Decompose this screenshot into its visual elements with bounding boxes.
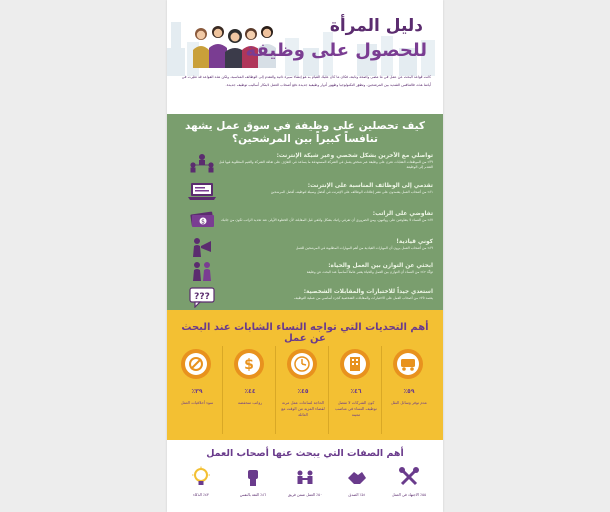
challenge-label: رواتب منخفضة: [237, 400, 263, 405]
tip-text: تؤكّد ٤٢٪ من النساء أن التوازن بين العمل والحياة يعتبر عاملاً أساسياً عند البحث عن وظيفة: [306, 270, 433, 274]
tip-text: ٣٩٪ من الموظفات الشابات عثرن على وظيفة عبر شخص يعمل في الشركة المستهدفة ما يساعد في التعرّف على ثقافة الشركة والقيم المطلوبة فيها قبل التقدم إلى الوظيفة: [218, 160, 433, 169]
tip-item: [215, 262, 433, 275]
challenge-percent: ٥٩٪: [403, 388, 415, 395]
question-bubble-icon: [187, 286, 217, 308]
tip-item: [215, 288, 433, 301]
qualities-title: أهم الصفات التي يبحث عنها أصحاب العمل: [206, 448, 404, 459]
svg-text:$: $: [201, 218, 205, 226]
challenge-item: [277, 344, 329, 436]
challenge-percent: ٣٩٪: [191, 388, 203, 395]
quality-item: [179, 466, 223, 510]
quality-label: ٥١٪ الصدق: [348, 493, 366, 497]
fist-icon: [242, 466, 264, 488]
tip-heading: استعدي جيداً للاختبارات والمقابلات الشخصية:: [303, 289, 433, 295]
title-line-2: للحصول على وظيفة: [245, 40, 427, 61]
challenge-item: [330, 344, 382, 436]
challenge-label: سوء أخلاقيات العمل: [180, 400, 214, 405]
money-icon: [187, 208, 217, 230]
tools-icon: [398, 466, 420, 488]
balance-people-icon: [187, 260, 217, 282]
challenge-percent: ٤٦٪: [350, 388, 362, 395]
tip-item: [215, 152, 433, 170]
quality-item: [387, 466, 431, 510]
team-icon: [294, 466, 316, 488]
salary-icon: [233, 348, 265, 380]
qualities-section: [167, 440, 443, 512]
tip-heading: تفاوضي على الراتب:: [372, 211, 433, 217]
challenge-percent: ٤٤٪: [244, 388, 256, 395]
tip-item: [215, 182, 433, 195]
infographic-poster: [167, 0, 443, 512]
tip-heading: تواصلي مع الآخرين بشكل شخصي وعبر شبكة الإنترنت:: [276, 153, 433, 159]
svg-text:???: ???: [194, 292, 210, 302]
tip-text: ٤١٪ من أصحاب العمل يعتمدون على نشر إعلانات الوظائف على الإنترنت في أفضل وسيلة لتوظيف أفضل المرشحين: [270, 190, 433, 194]
challenge-item: [383, 344, 435, 436]
tip-item: [215, 238, 433, 251]
lightbulb-icon: [190, 466, 212, 488]
title-line-1: دليل المرأة: [329, 16, 423, 36]
tip-heading: كوني قيادية!: [396, 239, 433, 245]
megaphone-icon: [187, 236, 217, 258]
tip-text: ٤٩٪ من أصحاب العمل يرون أن المهارات القيادية من أهم المهارات المطلوبة في المرشحين للعمل: [295, 246, 433, 250]
tips-section: [167, 114, 443, 310]
challenge-label: الحاجة لساعات عمل مرنة لقضاء المزيد من الوقت مع العائلة: [281, 400, 325, 417]
quality-label: ٤٣٪ الذكاء: [193, 493, 209, 497]
challenge-label: عدم توفر وسائل النقل: [390, 400, 428, 405]
quality-label: ٤٦٪ الثقة بالنفس: [239, 493, 267, 497]
quality-item: [283, 466, 327, 510]
tip-text: ٤٧٪ من النساء لا يتفاوضن على رواتبهن، ومن الضروري أن تعرفي راتبك بشكل واقعي قبل المقابلة، لأن الخطوة الأولى عند تحديد الراتب تكون من جانبك: [220, 218, 433, 222]
quality-label: ٥٠٪ العمل ضمن فريق: [287, 493, 323, 497]
tip-heading: ابحثي عن التوازن بين العمل والحياة:: [328, 263, 433, 269]
quality-item: [335, 466, 379, 510]
laptop-icon: [187, 180, 217, 202]
tips-title: كيف تحصلين على وظيفة في سوق عمل يشهد تنافساً كبيراً بين المرشحين؟: [184, 120, 426, 145]
tip-heading: تقدمي إلى الوظائف المناسبة على الإنترنت:: [307, 183, 433, 189]
ethics-icon: [180, 348, 212, 380]
quality-item: [231, 466, 275, 510]
handshake-icon: [346, 466, 368, 488]
challenge-item: [171, 344, 223, 436]
clock-icon: [286, 348, 318, 380]
intro-paragraph: كانت قواعد البحث عن عمل في ما مضى واضحة وثابتة، فكان ما كان عليك القيام به هو إنشاء سيرة ذاتية والتقدم إلى الوظائف المناسبة. ولكن هذه القواعد قد تغيّرت في أيامنا هذه، فالتنافس الشديد بين المرشحين، وتطوّر التكنولوجيا وظهور أدوار وظيفية جديدة دفع أصحاب العمل لابتكار أساليب توظيف جديدة.: [181, 75, 431, 87]
challenge-percent: ٤٥٪: [297, 388, 309, 395]
challenge-item: [224, 344, 276, 436]
svg-text:$: $: [244, 357, 254, 373]
building-icon: [339, 348, 371, 380]
challenge-label: كون الشركات لا تفضل توظيف النساء في مناصب معينة: [335, 400, 377, 417]
challenges-title: أهم التحديات التي تواجه النساء الشابات عند البحث عن عمل: [181, 322, 429, 344]
quality-label: ٥٥٪ الاجتهاد في العمل: [391, 493, 427, 497]
header-section: [167, 0, 443, 118]
tip-text: يعتمد ٧٥٪ من أصحاب العمل على الاختبارات والمقابلات الشخصية كجزء أساسي من عملية التوظيف: [294, 296, 433, 300]
challenges-section: [167, 310, 443, 440]
transport-icon: [392, 348, 424, 380]
tip-item: [215, 210, 433, 223]
network-people-icon: [187, 152, 217, 174]
